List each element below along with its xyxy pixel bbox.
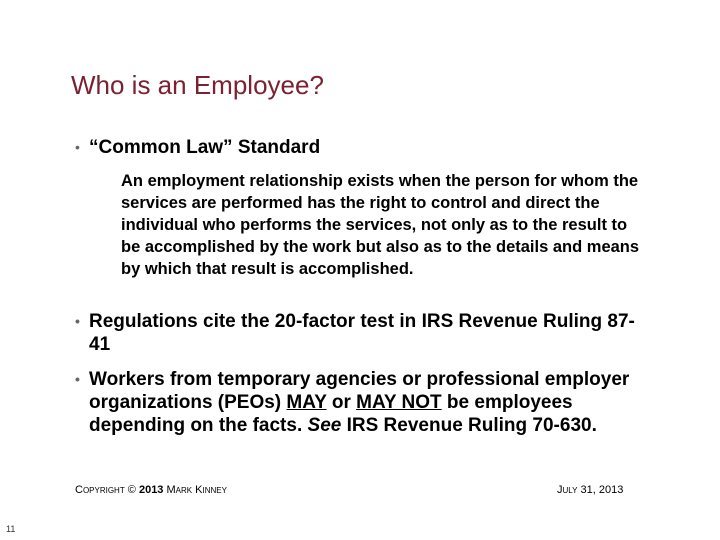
author-name: Mark Kinney xyxy=(166,484,227,496)
page-number: 11 xyxy=(6,524,16,534)
copyright-label: Copyright © xyxy=(75,484,136,496)
bullet-marker: • xyxy=(75,371,80,387)
bullet-text: Regulations cite the 20-factor test in IRS Revenue Ruling 87-41 xyxy=(89,311,635,355)
bullet-marker: • xyxy=(75,313,80,329)
bullet-text: “Common Law” Standard xyxy=(89,137,321,158)
text-segment: IRS Revenue Ruling 70-630. xyxy=(341,415,597,436)
bullet-regulations xyxy=(75,310,635,356)
emphasis-may-not: MAY NOT xyxy=(356,392,442,413)
footer-copyright xyxy=(75,484,227,496)
common-law-definition: An employment relationship exists when the person for whom the services are performed has the right to control and direct the individual who performs the services, not only as to the result to be accomplished by the work but also as to the details and means by which that result is accomplished. xyxy=(121,172,640,278)
slide-title: Who is an Employee? xyxy=(71,70,324,100)
emphasis-see: See xyxy=(307,415,342,436)
text-segment: or xyxy=(326,392,357,413)
text-segment: be employees depending on the facts. xyxy=(89,392,573,436)
text-segment: Workers from temporary agencies or professional employer organizations (PEOs) xyxy=(89,369,630,413)
bullet-workers xyxy=(75,368,655,437)
bullet-text xyxy=(89,368,655,437)
bullet-common-law xyxy=(75,136,675,159)
footer-date: July 31, 2013 xyxy=(557,484,624,496)
bullet-marker: • xyxy=(75,139,80,155)
emphasis-may: MAY xyxy=(286,392,327,413)
copyright-year: 2013 xyxy=(138,484,164,496)
